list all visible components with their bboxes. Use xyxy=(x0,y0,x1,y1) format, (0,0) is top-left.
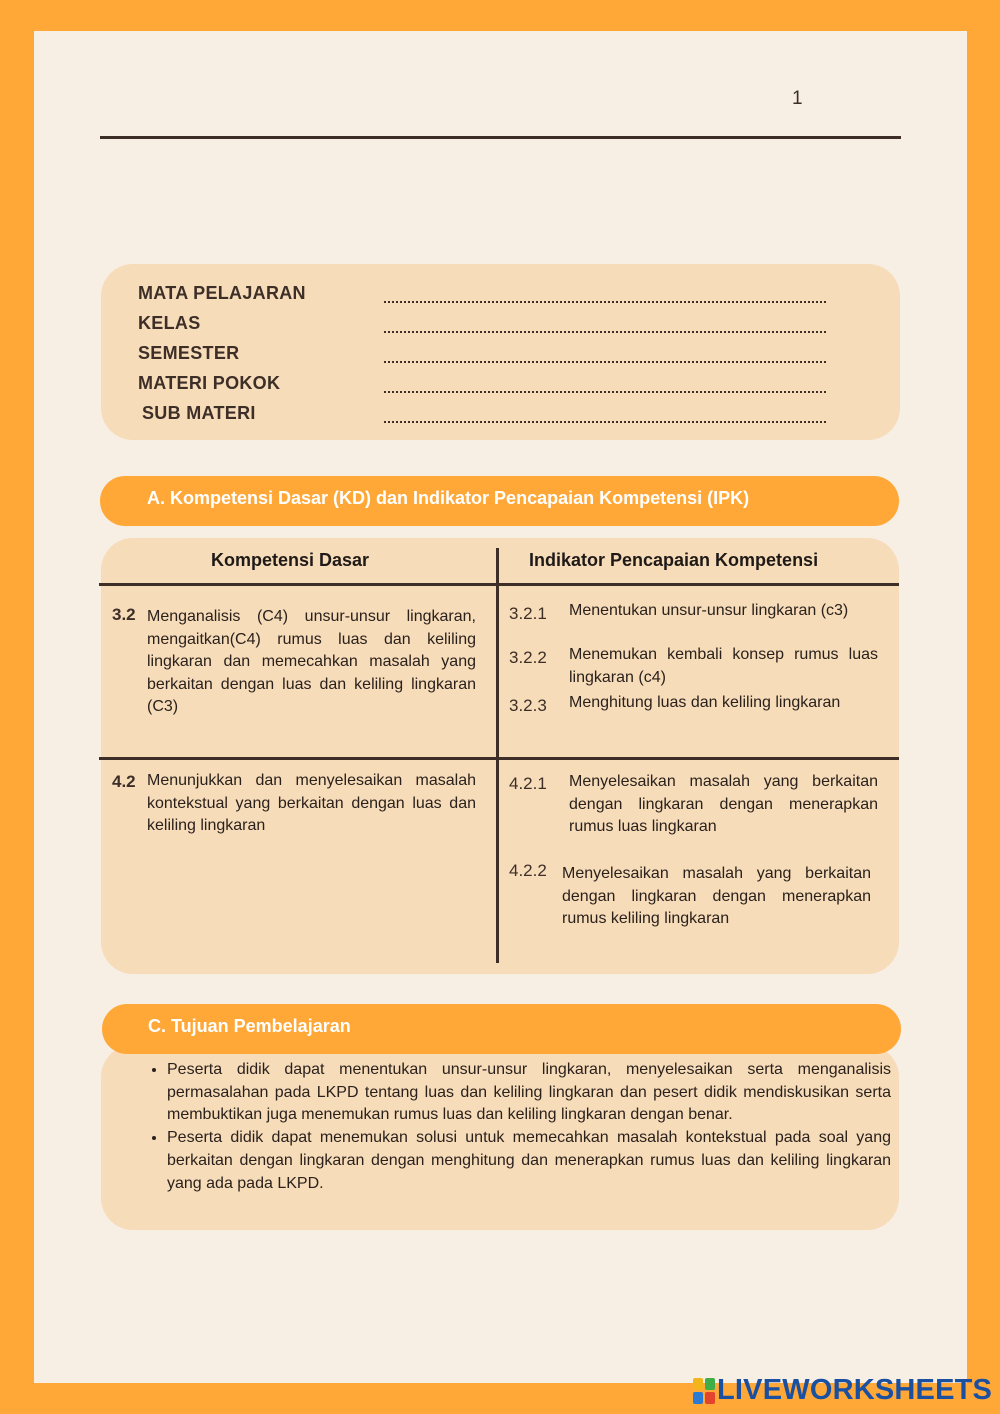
fill-in-line[interactable] xyxy=(384,301,826,303)
info-row-mata-pelajaran xyxy=(101,283,900,311)
table-column-divider xyxy=(496,548,499,963)
ipk-description: Menghitung luas dan keliling lingkaran xyxy=(569,694,841,711)
fill-in-line[interactable] xyxy=(384,361,826,363)
info-label: SEMESTER xyxy=(138,343,240,363)
info-label: MATERI POKOK xyxy=(138,373,281,393)
ipk-code: 3.2.2 xyxy=(509,648,547,667)
info-row-sub-materi xyxy=(101,403,900,431)
kd-column-header: Kompetensi Dasar xyxy=(211,550,370,570)
kd-code: 4.2 xyxy=(112,772,136,791)
table-header-divider xyxy=(99,583,899,586)
ipk-code: 3.2.1 xyxy=(509,604,547,623)
kd-description: Menganalisis (C4) unsur-unsur lingkaran, mengaitkan(C4) rumus luas dan keliling lingkaran dan memecahkan masalah yang berkaitan dengan luas dan keliling lingkaran (C3) xyxy=(147,608,476,716)
brand-name: LIVEWORKSHEETS xyxy=(717,1374,993,1406)
ipk-column-header: Indikator Pencapaian Kompetensi xyxy=(529,550,819,570)
learning-goals-list xyxy=(147,1059,891,1195)
header-divider xyxy=(100,136,901,139)
table-row-divider xyxy=(99,757,899,760)
learning-goals-box xyxy=(101,1045,899,1230)
ipk-description: Menemukan kembali konsep rumus luas lingkaran (c4) xyxy=(569,646,878,686)
kd-description: Menunjukkan dan menyelesaikan masalah kontekstual yang berkaitan dengan luas dan keliling lingkaran xyxy=(147,772,476,835)
identity-info-box xyxy=(101,264,900,440)
info-row-semester xyxy=(101,343,900,371)
page-number: 1 xyxy=(792,88,803,109)
learning-goal-item: • Peserta didik dapat menemukan solusi untuk memecahkan masalah kontekstual pada soal yang berkaitan dengan lingkaran dengan menghitung dan menerapkan rumus luas dan keliling lingkaran yang ada pada LKPD. xyxy=(167,1127,891,1195)
fill-in-line[interactable] xyxy=(384,391,826,393)
ipk-code: 4.2.1 xyxy=(509,774,547,793)
info-row-kelas xyxy=(101,313,900,341)
ipk-description: Menyelesaikan masalah yang berkaitan dengan lingkaran dengan menerapkan rumus keliling lingkaran xyxy=(562,865,871,928)
competency-table xyxy=(101,538,899,974)
kd-code: 3.2 xyxy=(112,605,136,624)
ipk-code: 4.2.2 xyxy=(509,861,547,880)
section-a-title: A. Kompetensi Dasar (KD) dan Indikator Pencapaian Kompetensi (IPK) xyxy=(147,488,750,508)
section-c-title: C. Tujuan Pembelajaran xyxy=(148,1016,351,1036)
fill-in-line[interactable] xyxy=(384,421,826,423)
ipk-description: Menyelesaikan masalah yang berkaitan dengan lingkaran dengan menerapkan rumus luas lingkaran xyxy=(569,773,878,836)
learning-goal-item: • Peserta didik dapat menentukan unsur-unsur lingkaran, menyelesaikan serta menganalisis permasalahan pada LKPD tentang luas dan keliling lingkaran dan pesert didik mendiskusikan serta membuktikan juga menemukan rumus luas dan keliling lingkaran dengan benar. xyxy=(167,1059,891,1127)
ipk-description: Menentukan unsur-unsur lingkaran (c3) xyxy=(569,602,849,619)
ipk-code: 3.2.3 xyxy=(509,696,547,715)
fill-in-line[interactable] xyxy=(384,331,826,333)
section-c-header xyxy=(102,1004,901,1054)
info-label: MATA PELAJARAN xyxy=(138,283,306,303)
info-row-materi-pokok xyxy=(101,373,900,401)
info-label: KELAS xyxy=(138,313,201,333)
liveworksheets-logo-icon xyxy=(693,1378,715,1404)
info-label: SUB MATERI xyxy=(142,403,256,423)
section-a-header xyxy=(100,476,899,526)
